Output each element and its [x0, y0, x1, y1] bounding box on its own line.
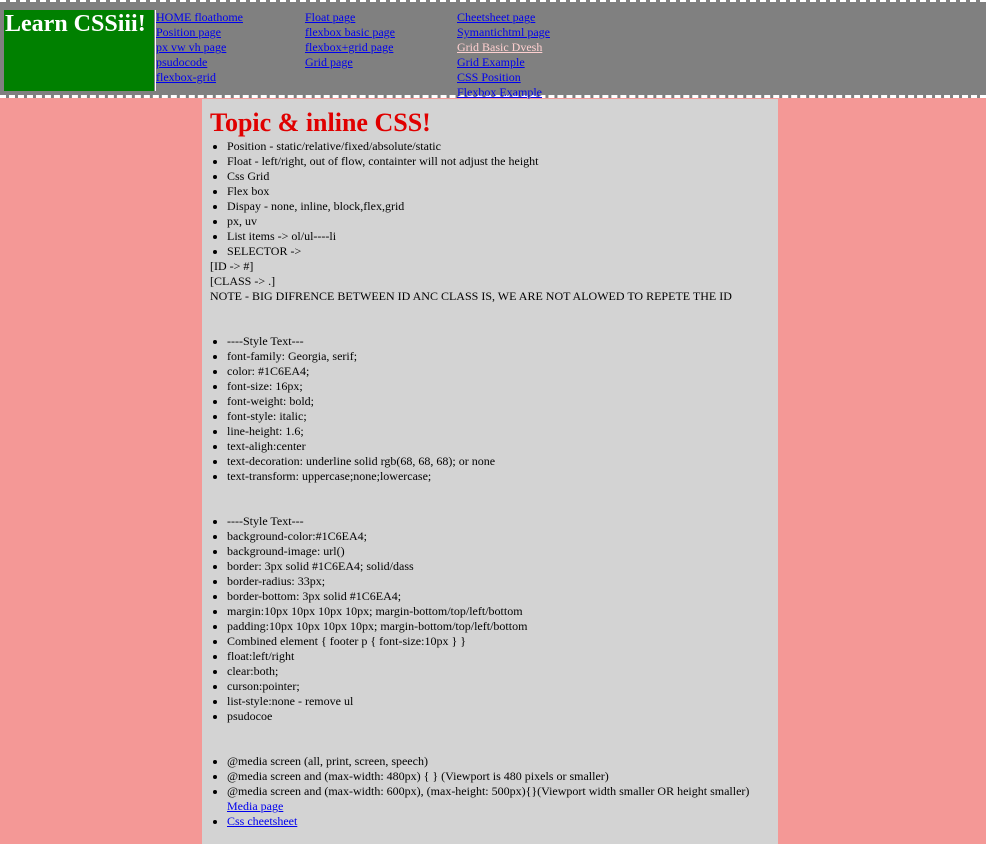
nav-link-flexbox-basic[interactable]: flexbox basic page	[305, 25, 395, 39]
list-item: • @media screen (all, print, screen, speech)	[227, 754, 770, 769]
list-item: • border-radius: 33px;	[227, 574, 770, 589]
list-item: • psudocoe	[227, 709, 770, 724]
list-item: • clear:both;	[227, 664, 770, 679]
media-page-link[interactable]: Media page	[227, 799, 284, 813]
nav-link-px-vw-vh[interactable]: px vw vh page	[156, 40, 227, 54]
site-header	[0, 0, 986, 98]
list-item: • list-style:none - remove ul	[227, 694, 770, 709]
spacer	[210, 484, 770, 514]
list-item: • line-height: 1.6;	[227, 424, 770, 439]
style-text-list	[210, 334, 770, 484]
topic-list	[210, 139, 770, 259]
nav-link-grid[interactable]: Grid page	[305, 55, 353, 69]
list-item: • color: #1C6EA4;	[227, 364, 770, 379]
nav-link-position[interactable]: Position page	[156, 25, 221, 39]
list-item: • Combined element { footer p { font-size:10px } }	[227, 634, 770, 649]
list-item: • List items -> ol/ul----li	[227, 229, 770, 244]
nav-column-2	[305, 10, 395, 70]
list-item: • SELECTOR ->	[227, 244, 770, 259]
nav-link-grid-basic[interactable]: Grid Basic Dvesh	[457, 40, 543, 54]
list-item: • Position - static/relative/fixed/absolute/static	[227, 139, 770, 154]
content-panel	[202, 99, 778, 844]
nav-link-cheetsheet[interactable]: Cheetsheet page	[457, 10, 536, 24]
selector-id-line: [ID -> #]	[210, 259, 254, 273]
list-item: • ----Style Text---	[227, 514, 770, 529]
list-item: • float:left/right	[227, 649, 770, 664]
list-item: • text-transform: uppercase;none;lowercase;	[227, 469, 770, 484]
list-item: • Float - left/right, out of flow, containter will not adjust the height	[227, 154, 770, 169]
style-box-list	[210, 514, 770, 724]
list-item: • Css Grid	[227, 169, 770, 184]
media-query-list	[210, 754, 770, 829]
list-item	[227, 814, 770, 829]
list-item: • font-family: Georgia, serif;	[227, 349, 770, 364]
selector-class-line: [CLASS -> .]	[210, 274, 276, 288]
list-item: • ----Style Text---	[227, 334, 770, 349]
nav-link-flexbox-grid-page[interactable]: flexbox+grid page	[305, 40, 394, 54]
list-item: • font-style: italic;	[227, 409, 770, 424]
selector-note: NOTE - BIG DIFRENCE BETWEEN ID ANC CLASS IS, WE ARE NOT ALOWED TO REPETE THE ID	[210, 289, 732, 303]
nav-link-home[interactable]: HOME floathome	[156, 10, 243, 24]
spacer	[210, 724, 770, 754]
nav-column-3	[457, 10, 550, 100]
site-logo: Learn CSSiii!	[4, 10, 154, 91]
list-item: • font-weight: bold;	[227, 394, 770, 409]
css-cheetsheet-link[interactable]: Css cheetsheet	[227, 814, 298, 828]
nav-column-1	[156, 10, 243, 85]
list-item: • text-decoration: underline solid rgb(68, 68, 68); or none	[227, 454, 770, 469]
list-item: • margin:10px 10px 10px 10px; margin-bottom/top/left/bottom	[227, 604, 770, 619]
list-item: • background-image: url()	[227, 544, 770, 559]
nav-link-flexbox-grid[interactable]: flexbox-grid	[156, 70, 216, 84]
list-item: • Dispay - none, inline, block,flex,grid	[227, 199, 770, 214]
list-item: • text-aligh:center	[227, 439, 770, 454]
list-item: • font-size: 16px;	[227, 379, 770, 394]
list-item: • border: 3px solid #1C6EA4; solid/dass	[227, 559, 770, 574]
media-query-text: @media screen and (max-width: 600px), (max-height: 500px){}(Viewport width smaller OR height smaller)	[227, 784, 750, 798]
list-item: • background-color:#1C6EA4;	[227, 529, 770, 544]
nav-link-float[interactable]: Float page	[305, 10, 356, 24]
nav-link-symantichtml[interactable]: Symantichtml page	[457, 25, 550, 39]
list-item: • Flex box	[227, 184, 770, 199]
list-item: • border-bottom: 3px solid #1C6EA4;	[227, 589, 770, 604]
page-title: Topic & inline CSS!	[210, 108, 431, 137]
list-item: • curson:pointer;	[227, 679, 770, 694]
nav-link-psudocode[interactable]: psudocode	[156, 55, 208, 69]
list-item: • @media screen and (max-width: 480px) { } (Viewport is 480 pixels or smaller)	[227, 769, 770, 784]
spacer	[210, 304, 770, 334]
nav-link-css-position[interactable]: CSS Position	[457, 70, 521, 84]
nav-link-flexbox-example[interactable]: Flexbox Example	[457, 85, 542, 99]
list-item	[227, 784, 770, 814]
list-item: • px, uv	[227, 214, 770, 229]
list-item: • padding:10px 10px 10px 10px; margin-bottom/top/left/bottom	[227, 619, 770, 634]
nav-link-grid-example[interactable]: Grid Example	[457, 55, 525, 69]
